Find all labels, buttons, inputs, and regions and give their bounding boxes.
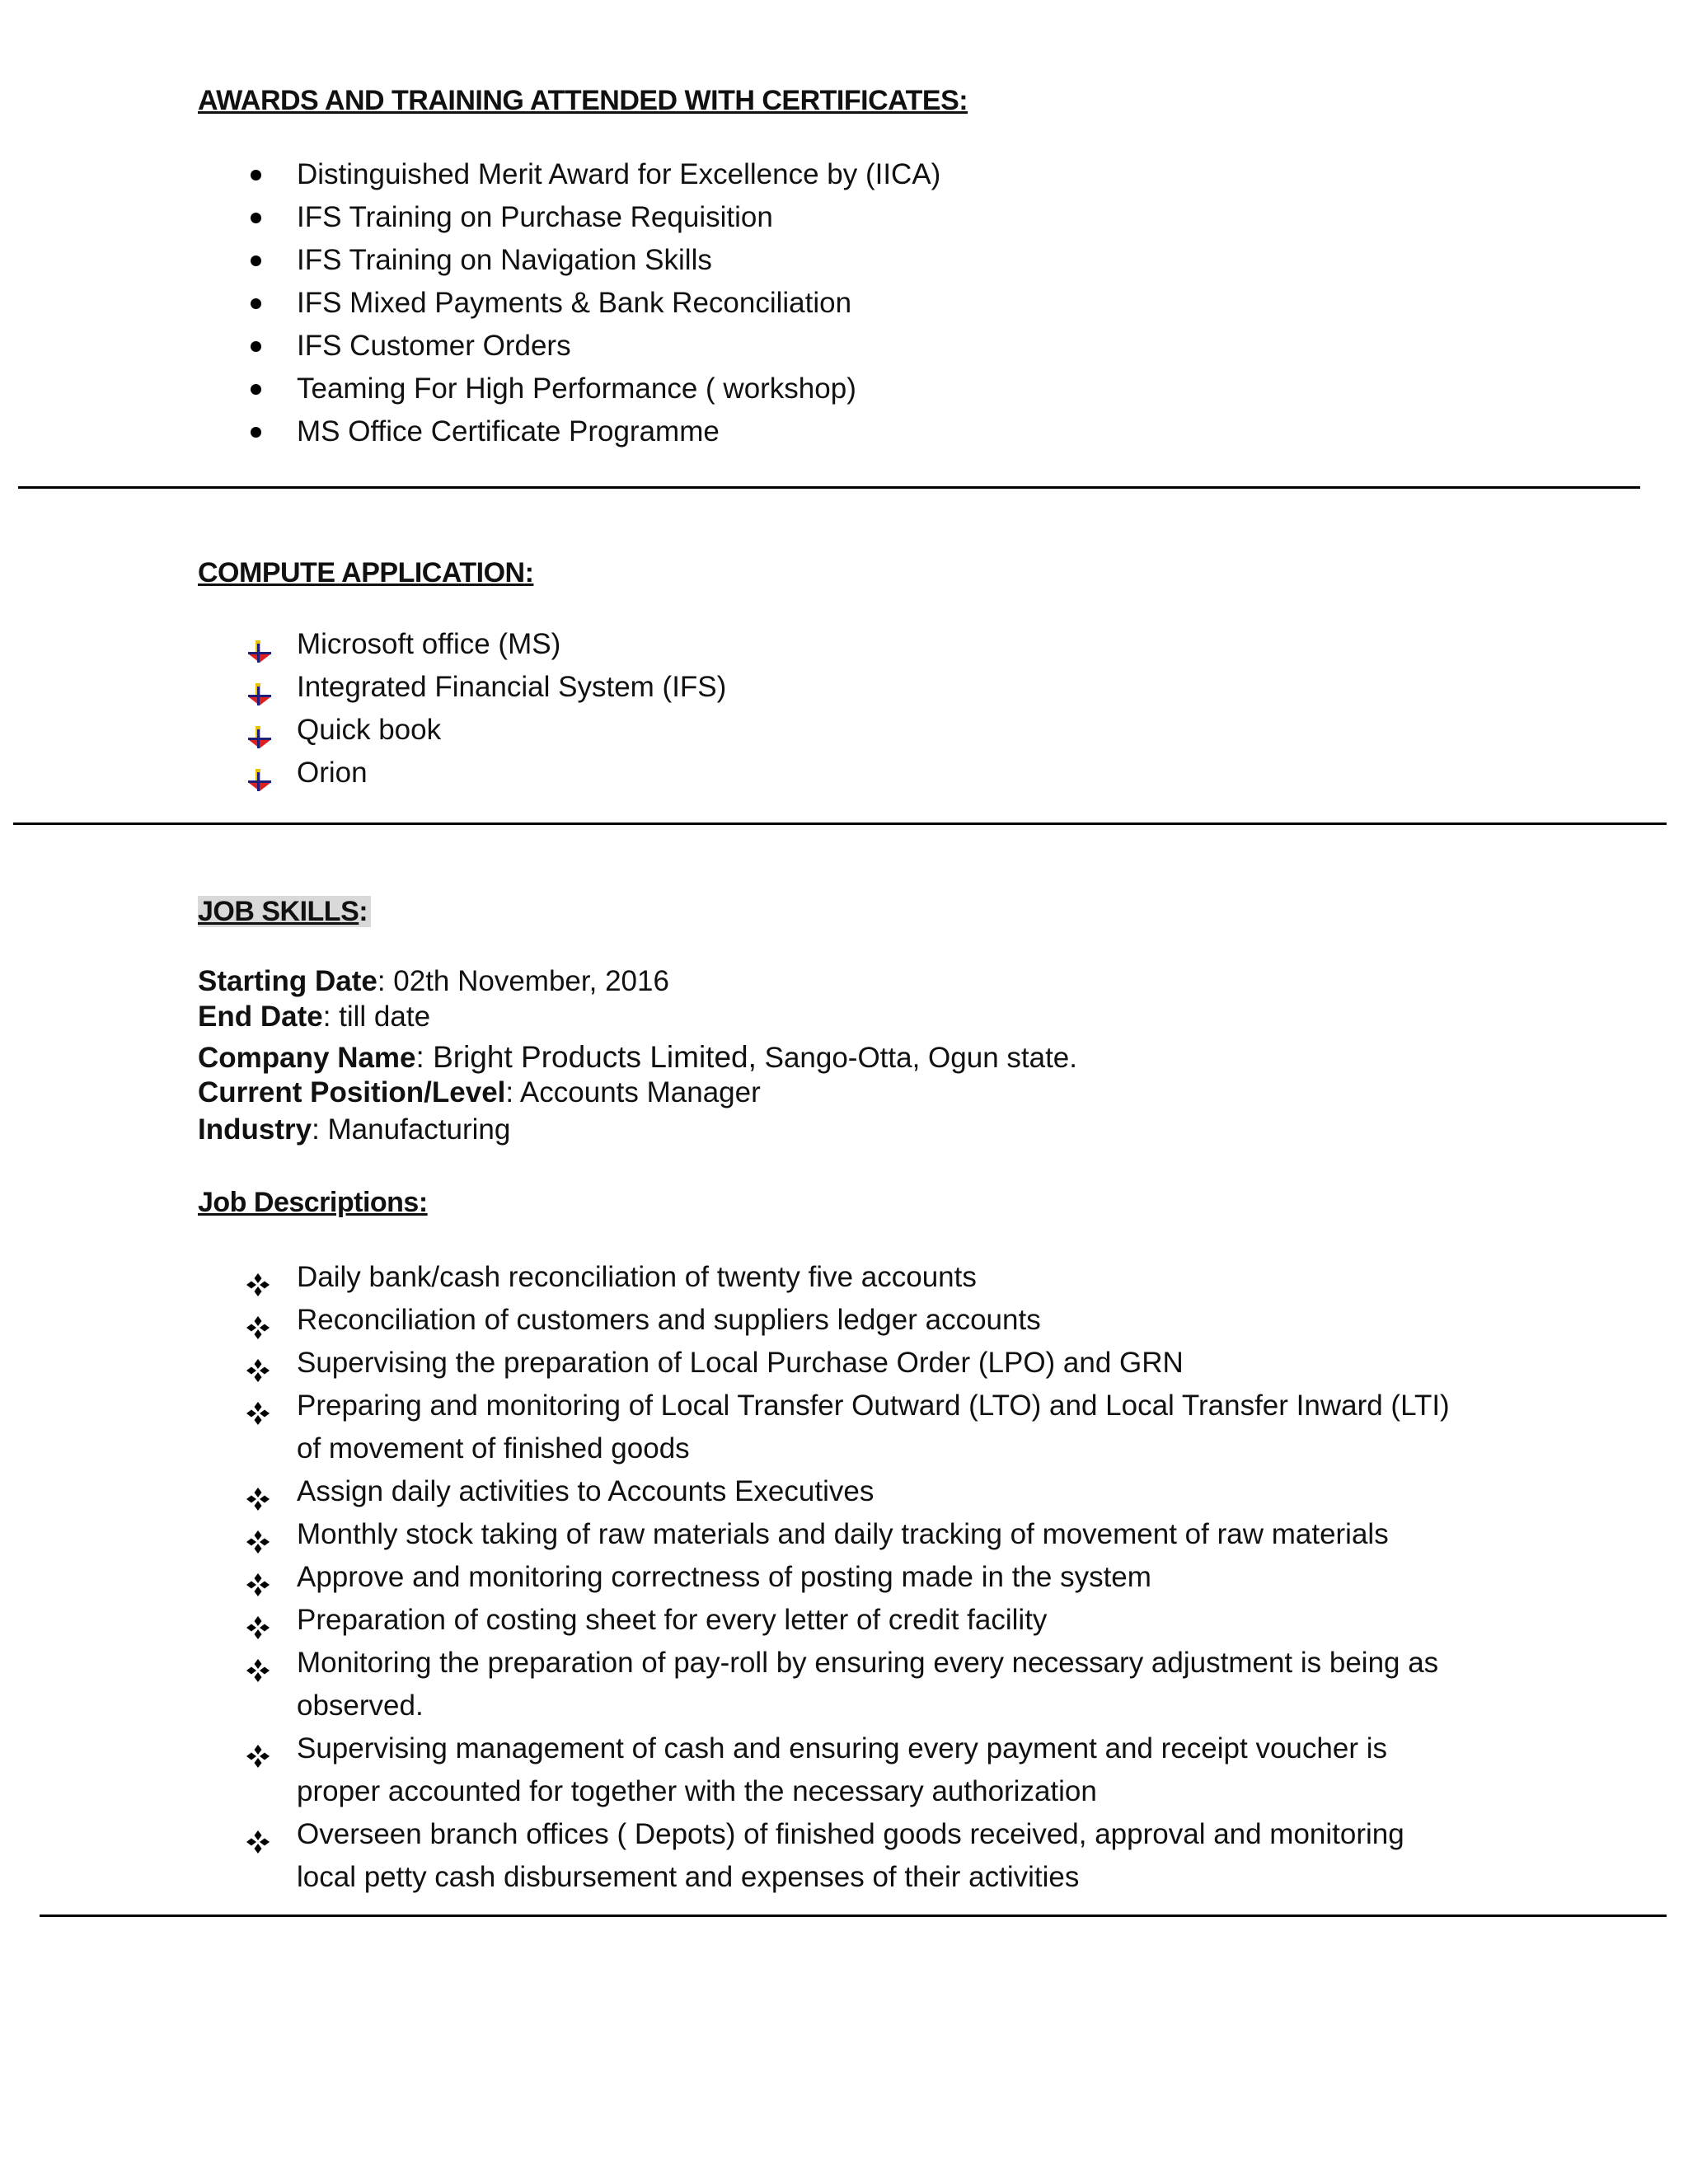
awards-heading: AWARDS AND TRAINING ATTENDED WITH CERTIFICATES: [198,85,968,116]
starting-date-row [198,963,669,1001]
section-divider [13,823,1667,825]
list-item: IFS Customer Orders [247,325,940,368]
section-divider [40,1915,1667,1917]
list-item: Preparing and monitoring of Local Transfer Outward (LTO) and Local Transfer Inward (LTI) of movement of finished goods [247,1385,1467,1470]
job-descriptions-heading: Job Descriptions: [198,1187,428,1218]
awards-list [247,153,940,453]
job-skills-title: JOB SKILLS [198,896,359,927]
company-label: Company Name [198,1042,416,1074]
section-divider [18,486,1640,489]
list-item: Daily bank/cash reconciliation of twenty five accounts [247,1256,1467,1299]
industry-row [198,1111,510,1149]
industry-value: : Manufacturing [312,1113,511,1146]
end-date-label: End Date [198,1001,323,1033]
list-item: Reconciliation of customers and suppliers ledger accounts [247,1299,1467,1342]
company-location-value: Sango-Otta, Ogun state. [756,1042,1077,1074]
company-name-value: : Bright Products Limited, [415,1040,757,1074]
job-skills-heading [198,896,371,928]
list-item: Assign daily activities to Accounts Executives [247,1470,1467,1513]
list-item: Distinguished Merit Award for Excellence by (IICA) [247,153,940,196]
arrow-down-icon [247,762,272,804]
list-item: Overseen branch offices ( Depots) of finished goods received, approval and monitoring local petty cash disbursement and expenses of their activities [247,1813,1467,1899]
starting-date-value: : 02th November, 2016 [377,965,669,997]
four-diamond-icon [246,1652,270,1695]
four-diamond-icon [246,1824,270,1867]
list-item: Microsoft office (MS) [247,623,726,666]
industry-label: Industry [198,1113,312,1146]
position-label: Current Position/Level [198,1076,506,1108]
computer-list [247,623,726,794]
four-diamond-icon [246,1395,270,1438]
list-item: Monthly stock taking of raw materials and daily tracking of movement of raw materials [247,1513,1467,1556]
list-item: Supervising the preparation of Local Purchase Order (LPO) and GRN [247,1342,1467,1385]
list-item: Supervising management of cash and ensuring every payment and receipt voucher is proper accounted for together with the necessary authorization [247,1727,1467,1813]
job-descriptions-list [247,1256,1467,1899]
position-value: : Accounts Manager [505,1076,761,1108]
four-diamond-icon [246,1738,270,1781]
list-item: IFS Training on Navigation Skills [247,239,940,282]
list-item: MS Office Certificate Programme [247,410,940,453]
computer-heading: COMPUTE APPLICATION: [198,557,534,588]
list-item: IFS Mixed Payments & Bank Reconciliation [247,282,940,325]
end-date-row [198,998,430,1036]
end-date-value: : till date [322,1001,431,1033]
list-item: Teaming For High Performance ( workshop) [247,368,940,410]
position-row [198,1074,761,1112]
list-item: Approve and monitoring correctness of posting made in the system [247,1556,1467,1599]
company-row [198,1038,1077,1077]
starting-date-label: Starting Date [198,965,377,997]
list-item: Integrated Financial System (IFS) [247,666,726,709]
list-item: Monitoring the preparation of pay-roll by ensuring every necessary adjustment is being as observed. [247,1642,1467,1727]
list-item: Orion [247,752,726,794]
list-item: Preparation of costing sheet for every letter of credit facility [247,1599,1467,1642]
job-skills-colon: : [359,896,368,927]
list-item: Quick book [247,709,726,752]
list-item: IFS Training on Purchase Requisition [247,196,940,239]
